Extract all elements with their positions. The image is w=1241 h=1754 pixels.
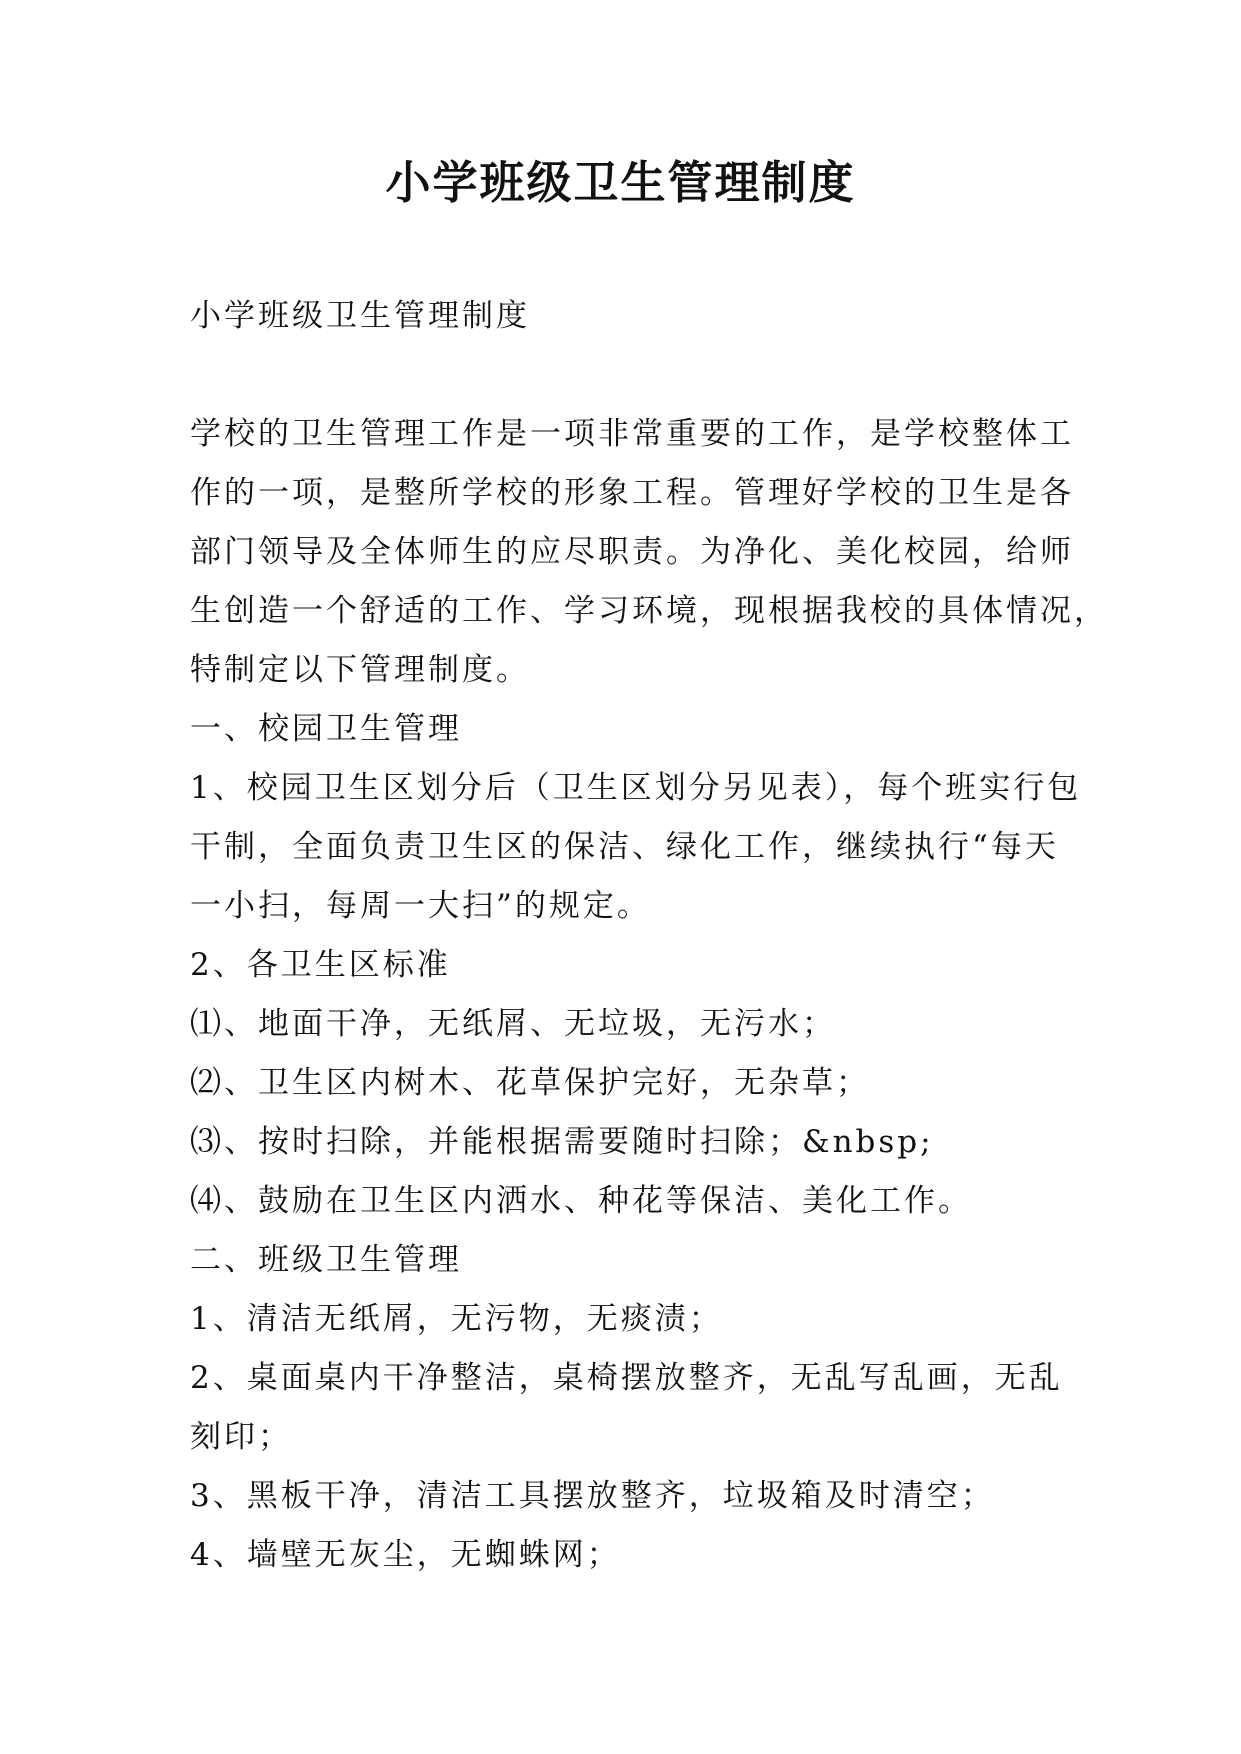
paragraph-line: ⑶、按时扫除，并能根据需要随时扫除；&nbsp;	[190, 1124, 934, 1160]
paragraph-line: 生创造一个舒适的工作、学习环境，现根据我校的具体情况，	[190, 593, 1108, 629]
paragraph-line: 一小扫，每周一大扫”的规定。	[190, 888, 651, 924]
paragraph-line: ⑴、地面干净，无纸屑、无垃圾，无污水；	[190, 1006, 836, 1042]
document-subtitle: 小学班级卫生管理制度	[190, 298, 530, 334]
paragraph-line: ⑵、卫生区内树木、花草保护完好，无杂草；	[190, 1065, 870, 1101]
paragraph-line: 1、清洁无纸屑，无污物，无痰渍；	[190, 1301, 723, 1337]
body-paragraph	[190, 936, 1060, 995]
paragraph-line: 2、各卫生区标准	[190, 947, 451, 983]
body-paragraph	[190, 405, 1108, 700]
paragraph-line: 二、班级卫生管理	[190, 1242, 462, 1278]
body-paragraph	[190, 1290, 1060, 1349]
body-paragraph	[190, 1526, 1060, 1585]
paragraph-line: 特制定以下管理制度。	[190, 652, 530, 688]
paragraph-line: 一、校园卫生管理	[190, 711, 462, 747]
body-paragraph	[190, 1113, 1060, 1172]
paragraph-line: 部门领导及全体师生的应尽职责。为净化、美化校园，给师	[190, 534, 1074, 570]
document-body	[190, 405, 1108, 1585]
paragraph-line: 干制，全面负责卫生区的保洁、绿化工作，继续执行“每天	[190, 829, 1059, 865]
paragraph-line: 学校的卫生管理工作是一项非常重要的工作，是学校整体工	[190, 416, 1074, 452]
body-paragraph	[190, 995, 1060, 1054]
paragraph-line: 作的一项，是整所学校的形象工程。管理好学校的卫生是各	[190, 475, 1074, 511]
body-paragraph	[190, 1467, 1060, 1526]
body-paragraph	[190, 1231, 1060, 1290]
paragraph-line: 1、校园卫生区划分后（卫生区划分另见表），每个班实行包	[190, 770, 1082, 806]
paragraph-line: 4、墙壁无灰尘，无蜘蛛网；	[190, 1537, 621, 1573]
paragraph-line: 2、桌面桌内干净整洁，桌椅摆放整齐，无乱写乱画，无乱	[190, 1360, 1063, 1396]
body-paragraph	[190, 1172, 1060, 1231]
document-title: 小学班级卫生管理制度	[385, 156, 856, 209]
body-paragraph	[190, 1054, 1060, 1113]
body-paragraph	[190, 1349, 1063, 1467]
paragraph-line: 3、黑板干净，清洁工具摆放整齐，垃圾箱及时清空；	[190, 1478, 995, 1514]
body-paragraph	[190, 759, 1082, 936]
body-paragraph	[190, 700, 1060, 759]
paragraph-line: 刻印；	[190, 1419, 292, 1455]
paragraph-line: ⑷、鼓励在卫生区内洒水、种花等保洁、美化工作。	[190, 1183, 972, 1219]
